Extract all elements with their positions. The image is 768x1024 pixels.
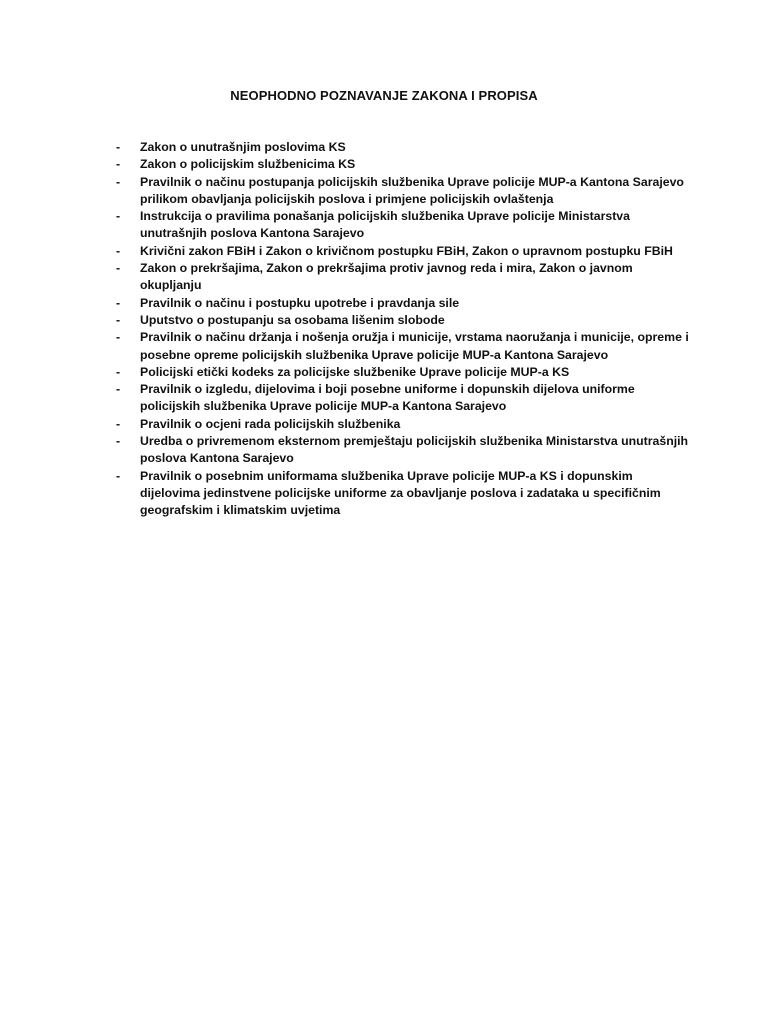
list-item [112, 243, 692, 260]
list-bullet: - [116, 140, 121, 154]
list-bullet: - [116, 243, 121, 258]
list-bullet: - [116, 330, 121, 345]
list-item [112, 260, 692, 295]
list-item [112, 295, 692, 312]
list-item [112, 416, 692, 433]
list-item [112, 139, 692, 156]
list-bullet: - [116, 364, 121, 379]
list-item [112, 174, 692, 209]
list-bullet: - [116, 295, 121, 310]
list-item [112, 208, 692, 243]
list-item-text: Pravilnik o načinu i postupku upotrebe i pravdanja sile [140, 295, 460, 310]
list-item-text: Uputstvo o postupanju sa osobama lišenim slobode [140, 312, 445, 327]
list-bullet: - [116, 312, 121, 327]
list-item [112, 381, 692, 416]
list-item [112, 312, 692, 329]
list-bullet: - [116, 416, 121, 431]
list-item-text: Uredba o privremenom eksternom premještaju policijskih službenika Ministarstva unutrašnjih poslova Kantona Sarajevo [140, 434, 689, 466]
list-bullet: - [116, 174, 121, 189]
list-item-text: Krivični zakon FBiH i Zakon o krivičnom postupku FBiH, Zakon o upravnom postupku FBiH [140, 243, 673, 258]
list-item [112, 364, 692, 381]
list-item-text: Instrukcija o pravilima ponašanja policijskih službenika Uprave policije Ministarstva unutrašnjih poslova Kantona Sarajevo [140, 209, 630, 241]
list-bullet: - [116, 434, 121, 449]
list-item [112, 156, 692, 173]
list-item [112, 468, 692, 520]
list-item-text: Zakon o policijskim službenicima KS [140, 157, 356, 172]
list-bullet: - [116, 209, 121, 224]
list-item [112, 433, 692, 468]
list-item-text: Pravilnik o posebnim uniformama službenika Uprave policije MUP-a KS i dopunskim dijelovima jedinstvene policijske uniforme za obavljanje poslova i zadataka u specifičnim geografskim i klimatskim uvjetima [140, 468, 661, 518]
regulations-list [112, 139, 692, 520]
list-item-text: Zakon o prekršajima, Zakon o prekršajima protiv javnog reda i mira, Zakon o javnom okupljanju [140, 261, 633, 293]
list-item-text: Pravilnik o ocjeni rada policijskih službenika [140, 416, 401, 431]
list-item-text: Pravilnik o izgledu, dijelovima i boji posebne uniforme i dopunskih dijelova uniforme policijskih službenika Uprave policije MUP-a Kantona Sarajevo [140, 382, 635, 414]
list-item-text: Policijski etički kodeks za policijske službenike Uprave policije MUP-a KS [140, 364, 570, 379]
list-item-text: Pravilnik o načinu postupanja policijskih službenika Uprave policije MUP-a Kantona Sarajevo prilikom obavljanja policijskih poslova i primjene policijskih ovlaštenja [140, 174, 684, 206]
list-bullet: - [116, 382, 121, 397]
list-item [112, 329, 692, 364]
list-bullet: - [116, 261, 121, 276]
list-item-text: Pravilnik o načinu držanja i nošenja oružja i municije, vrstama naoružanja i municije, opreme i posebne opreme policijskih službenika Uprave policije MUP-a Kantona Sarajevo [140, 330, 689, 362]
list-bullet: - [116, 468, 121, 483]
document-title: NEOPHODNO POZNAVANJE ZAKONA I PROPISA [230, 88, 538, 103]
list-item-text: Zakon o unutrašnjim poslovima KS [140, 140, 346, 154]
list-bullet: - [116, 157, 121, 172]
